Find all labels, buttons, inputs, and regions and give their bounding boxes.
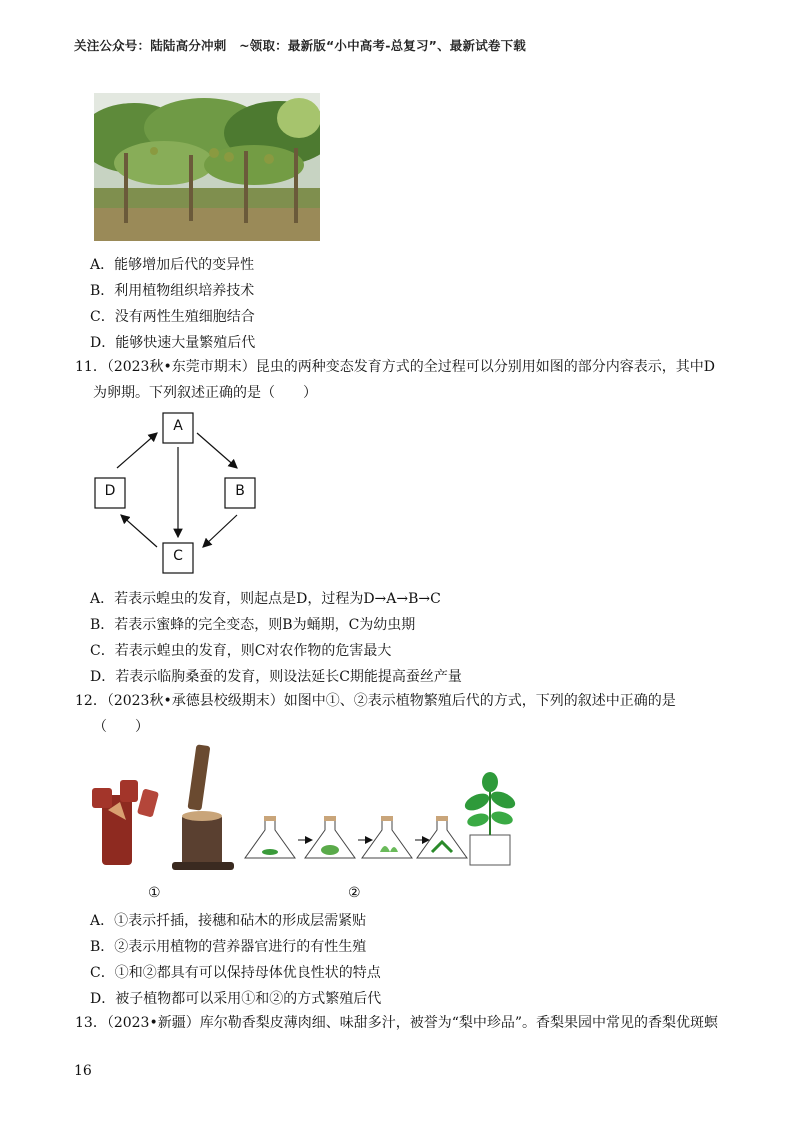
question-number: 11．	[75, 359, 107, 375]
q10-option-b: B．利用植物组织培养技术	[90, 283, 255, 299]
question-source: （2023•新疆）	[106, 1015, 200, 1031]
culture-flask-2-icon	[305, 816, 355, 858]
question-stem-line1: 如图中①、②表示植物繁殖后代的方式，下列的叙述中正确的是	[283, 693, 676, 709]
q11-option-a: A．若表示蝗虫的发育，则起点是D，过程为D→A→B→C	[90, 591, 441, 607]
node-d: D	[104, 483, 116, 499]
page-header: 关注公众号：陆陆高分冲刺 ~领取：最新版“小中高考-总复习”、最新试卷下载	[74, 38, 526, 53]
q12-option-c: C．①和②都具有可以保持母体优良性状的特点	[90, 965, 381, 981]
q12-option-a: A．①表示扦插，接穗和砧木的形成层需紧贴	[90, 913, 367, 929]
q11-option-b: B．若表示蜜蜂的完全变态，则B为蛹期，C为幼虫期	[90, 617, 416, 633]
culture-flask-1-icon	[245, 816, 295, 858]
q12-option-b: B．②表示用植物的营养器官进行的有性生殖	[90, 939, 367, 955]
propagation-figure	[80, 740, 530, 905]
orchard-photo	[94, 93, 320, 241]
node-c: C	[173, 548, 183, 564]
grafting-stock-icon	[92, 780, 159, 865]
figure-label-2: ②	[348, 885, 361, 901]
q11-option-c: C．若表示蝗虫的发育，则C对农作物的危害最大	[90, 643, 392, 659]
q12-option-d: D．被子植物都可以采用①和②的方式繁殖后代	[90, 991, 382, 1007]
question-stem-line1: 昆虫的两种变态发育方式的全过程可以分别用如图的部分内容表示，其中D	[255, 359, 715, 375]
culture-flask-3-icon	[362, 816, 412, 858]
q10-option-c: C．没有两性生殖细胞结合	[90, 309, 255, 325]
question-source: （2023秋•东莞市期末）	[106, 359, 256, 375]
question-11	[75, 354, 730, 406]
figure-label-1: ①	[148, 885, 161, 901]
page-number: 16	[74, 1063, 92, 1079]
potted-seedling-icon	[462, 772, 517, 865]
question-stem-line1: 库尔勒香梨皮薄肉细、味甜多汁，被誉为“梨中珍品”。香梨果园中常见的香梨优斑螟	[199, 1015, 719, 1031]
insect-cycle-diagram	[85, 405, 285, 585]
culture-flask-4-icon	[417, 816, 467, 858]
question-source: （2023秋•承德县校级期末）	[106, 693, 284, 709]
question-number: 13．	[75, 1015, 107, 1031]
question-12	[75, 688, 730, 740]
question-13	[75, 1010, 730, 1036]
grafting-scion-icon	[172, 744, 234, 870]
question-number: 12．	[75, 693, 107, 709]
node-a: A	[173, 418, 183, 434]
q10-option-a: A．能够增加后代的变异性	[90, 257, 255, 273]
question-stem-line2: （ ）	[93, 719, 149, 735]
q10-option-d: D．能够快速大量繁殖后代	[90, 335, 256, 351]
question-stem-line2: 为卵期。下列叙述正确的是（ ）	[93, 385, 317, 401]
node-b: B	[235, 483, 245, 499]
q11-option-d: D．若表示临朐桑蚕的发育，则设法延长C期能提高蚕丝产量	[90, 669, 462, 685]
